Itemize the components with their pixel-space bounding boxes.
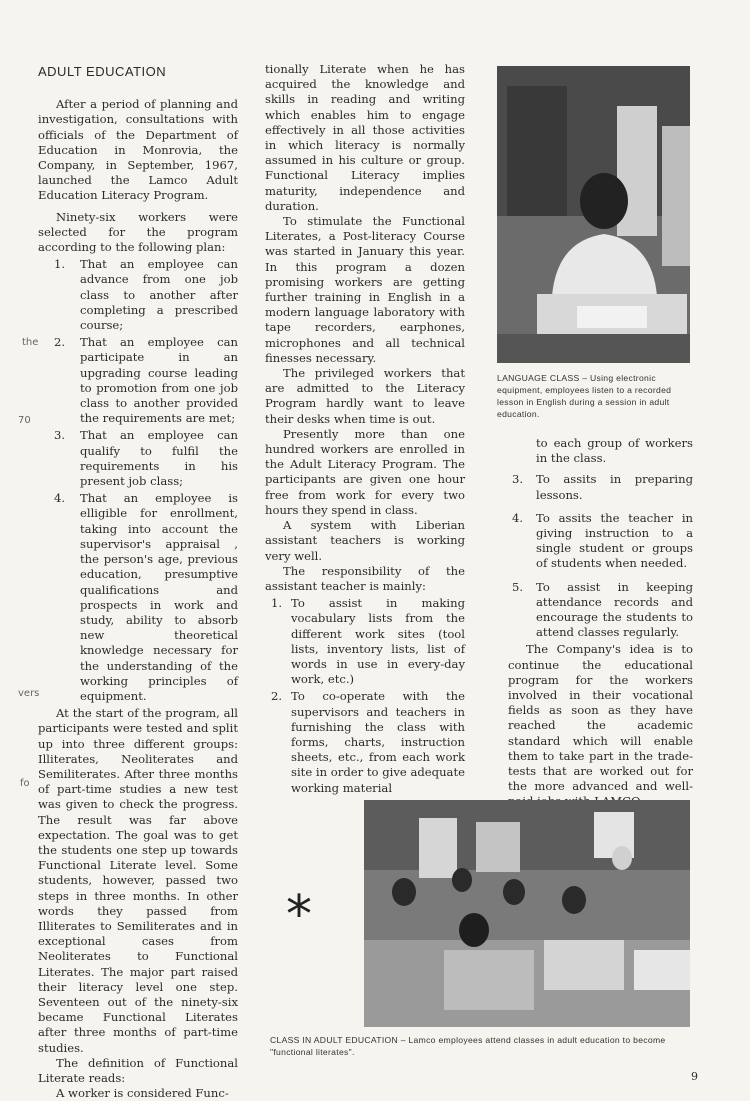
list-item xyxy=(508,580,693,641)
paragraph: to each group of workers in the class. xyxy=(536,436,693,466)
list-item xyxy=(508,472,693,502)
list-item xyxy=(38,335,238,426)
list-item xyxy=(265,689,465,795)
item-number: 4. xyxy=(512,510,524,525)
item-number: 3. xyxy=(54,428,66,443)
item-number: 1. xyxy=(271,596,283,611)
paragraph: The definition of Functional Literate reads: xyxy=(38,1055,238,1085)
classroom-photo xyxy=(364,800,690,1027)
paragraph: Presently more than one hundred workers are enrolled in the Adult Literacy Program. The participants are given one hour free from work for every two hours they spend in class. xyxy=(265,426,465,517)
paragraph: To stimulate the Functional Literates, a Post-literacy Course was started in January this year. In this program a dozen promising workers are getting further training in English in a modern language laboratory with tape recorders, earphones, microphones and all technical finesses necessary. xyxy=(265,214,465,365)
item-number: 3. xyxy=(512,472,524,487)
paragraph: A worker is considered Func- xyxy=(56,1086,229,1101)
item-text: To assits the teacher in giving instruction to a single student or groups of students when needed. xyxy=(536,510,693,571)
photo-caption-language-class: LANGUAGE CLASS – Using electronic equipment, employees listen to a recorded lesson in English during a session in adult education. xyxy=(497,373,672,419)
item-number: 2. xyxy=(54,335,66,350)
paragraph: The Company's idea is to continue the educational program for the workers involved in their vocational fields as soon as they have reached the academic standard which will enable them to take part in the trade-tests that are worked out for the more advanced and well- xyxy=(508,642,693,794)
photo-adult-education-class xyxy=(364,800,690,1027)
item-text: That an employee can participate in an upgrading course leading to promotion from one job class to another provided the requirements are met; xyxy=(80,335,238,426)
list-item xyxy=(265,596,465,687)
responsibility-list xyxy=(265,596,465,796)
margin-note: vers xyxy=(18,688,40,699)
paragraph: At the start of the program, all participants were tested and split up into three different groups: Illiterates, Neoliterates and Semiliterates. After three months of part-time studies a new test was given to check the progress. The result was far above expectation. The goal was to get the students one step up towards Functional Literate level. Some students, however, passed two steps in three months. In other words they passed from Illiterates to Semiliterates and in exceptional cases from Neoliterates to Functional Literates. The major part raised their literacy level one step. Seventeen out of the ninety-six became Functional Literates after three months of part-time studies. xyxy=(38,706,238,1055)
column-1 xyxy=(38,64,238,1101)
item-number: 4. xyxy=(54,491,66,506)
column-2 xyxy=(265,62,465,798)
item-text: To co-operate with the supervisors and teachers in furnishing the class with forms, charts, instruction sheets, etc., from each work site in order to give adequate working material xyxy=(291,689,465,795)
item-number: 2. xyxy=(271,689,283,704)
margin-note: fo xyxy=(20,778,30,789)
item-text: To assist in making vocabulary lists from the different work sites (tool lists, inventory lists, list of words in use in every-day work, etc.) xyxy=(291,596,465,687)
item-text: To assist in keeping attendance records and encourage the students to attend classes regularly. xyxy=(536,579,693,640)
article-heading: ADULT EDUCATION xyxy=(38,64,167,79)
item-text: That an employee can qualify to fulfil the requirements in his present job class; xyxy=(80,428,238,489)
paragraph: tionally Literate when he has acquired the knowledge and skills in reading and writing which enables him to engage effectively in all those activities in which literacy is normally assumed in his culture or group. Functional Literacy implies maturity, independence and duration. xyxy=(265,62,465,213)
item-text: That an employee is elligible for enrollment, taking into account the supervisor's appraisal , the person's age, previous education, presumptive qualifications and prospects in work and study, ability to absorb new theoretical knowledge necessary for the understanding of the working principles of equipment. xyxy=(80,491,238,703)
item-number: 1. xyxy=(54,257,66,272)
paragraph: The privileged workers that are admitted to the Literacy Program hardly want to leave their desks when time is out. xyxy=(265,366,465,426)
margin-note: 70 xyxy=(18,415,31,426)
plan-list xyxy=(38,257,238,704)
photo-caption-adult-education: CLASS IN ADULT EDUCATION – Lamco employees attend classes in adult education to become "functional literates". xyxy=(270,1035,666,1057)
item-text: To assits in preparing lessons. xyxy=(536,472,693,502)
photo-language-class xyxy=(497,66,690,363)
margin-note: the xyxy=(22,337,39,348)
responsibility-list-continued xyxy=(508,472,693,640)
paragraph: After a period of planning and investigation, consultations with officials of the Department of Education in Monrovia, the Company, in September, 1967, launched the Lamco Adult Education Literacy Program. xyxy=(38,97,238,203)
paragraph: A system with Liberian assistant teachers is working very well. xyxy=(265,518,465,563)
paragraph: Ninety-six workers were selected for the program according to the following plan: xyxy=(38,209,238,255)
language-class-photo xyxy=(497,66,690,363)
list-item xyxy=(38,491,238,704)
item-number: 5. xyxy=(512,579,524,594)
list-item xyxy=(508,511,693,572)
paragraph: The responsibility of the assistant teacher is mainly: xyxy=(265,563,465,593)
page-number: 9 xyxy=(691,1070,698,1083)
column-3 xyxy=(508,436,693,810)
list-item xyxy=(38,257,238,333)
list-item xyxy=(38,428,238,489)
asterisk-ornament: * xyxy=(286,885,312,945)
item-text: That an employee can advance from one job class to another after completing a prescribed course; xyxy=(80,257,238,333)
